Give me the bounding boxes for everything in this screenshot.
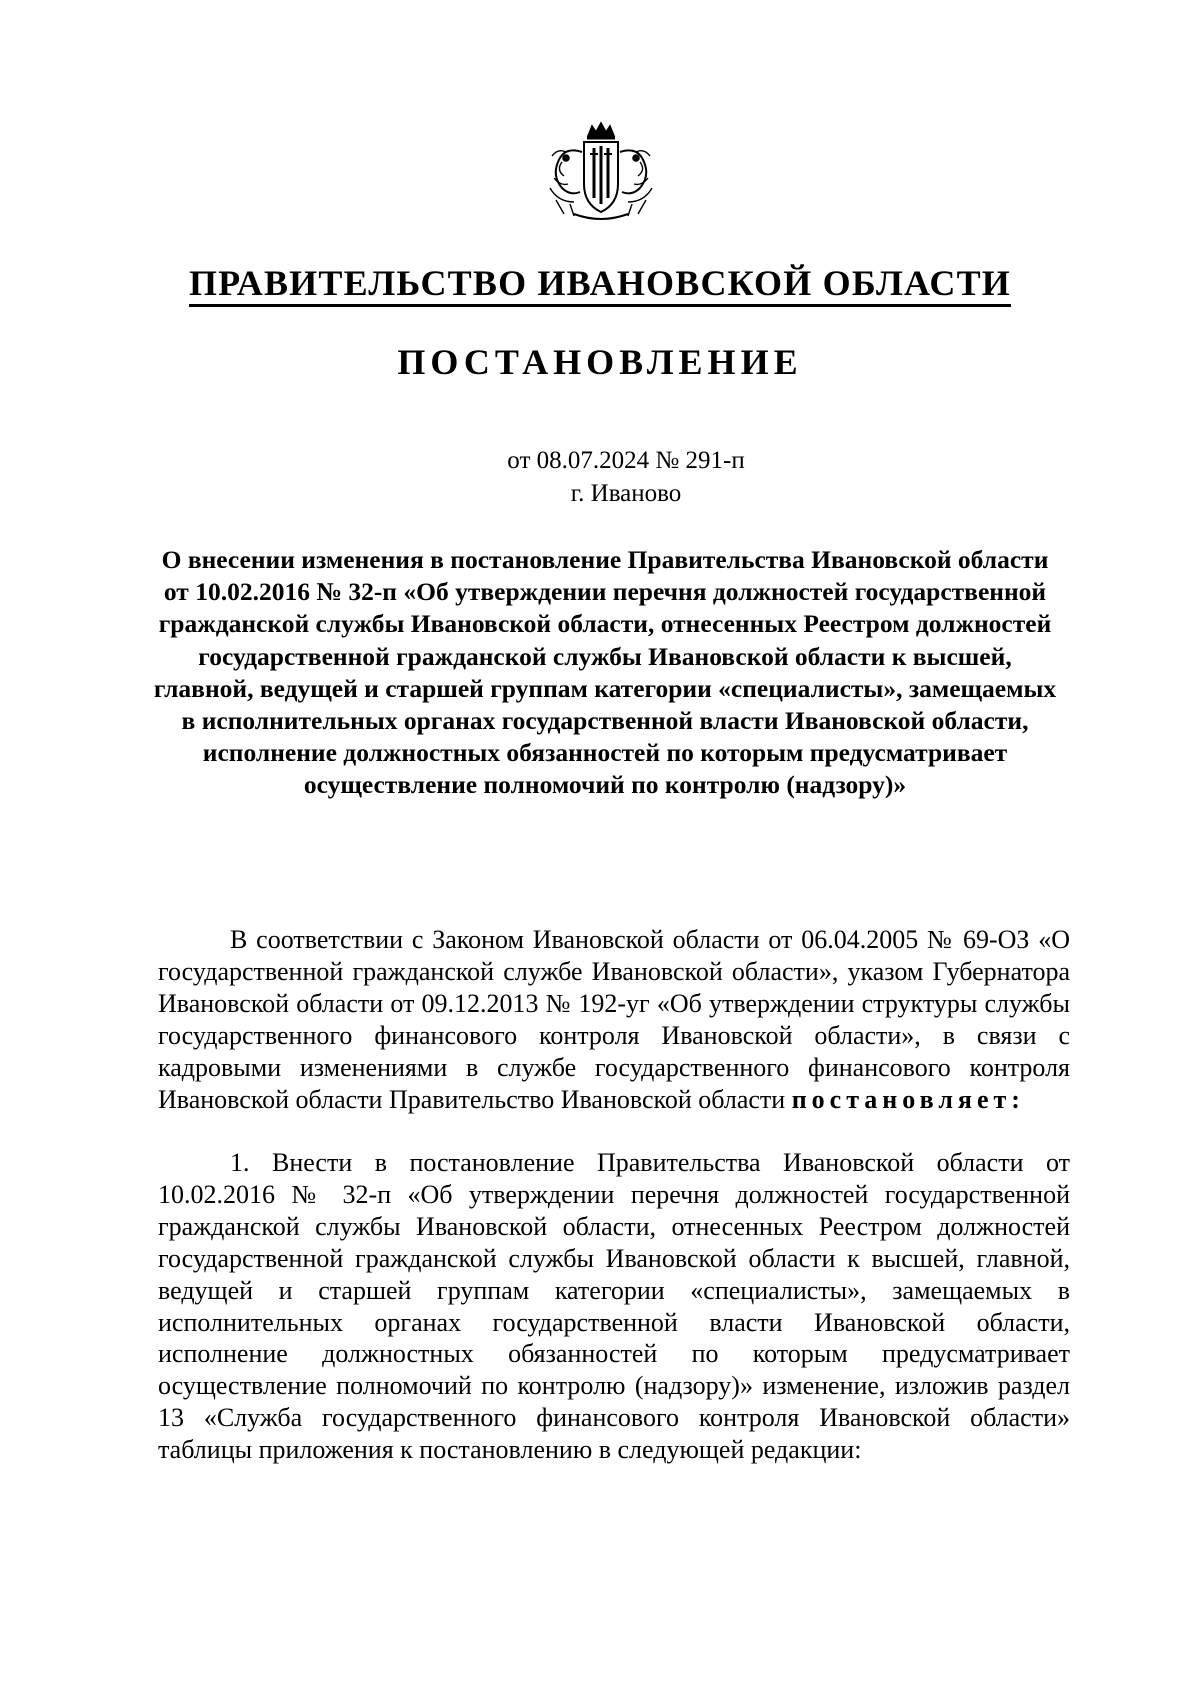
organization-title (0, 262, 1200, 304)
body-paragraph-1 (158, 924, 1070, 1115)
body-paragraph-1-text: В соответствии с Законом Ивановской области от 06.04.2005 № 69-ОЗ «О государственной гражданской службе Ивановской области», указом Губернатора Ивановской области от 09.12.2013 № 192-уг «Об утверждении структуры службы государственного финансового контроля Ивановской области», в связи с кадровыми изменениями в службе государственного финансового контроля Ивановской области Правительство Ивановской области (158, 925, 1070, 1114)
body-paragraph-2: 1. Внести в постановление Правительства Ивановской области от 10.02.2016 № 32-п «Об утверждении перечня должностей государственной гражданской службы Ивановской области, отнесенных Реестром должностей государственной гражданской службы Ивановской области к высшей, главной, ведущей и старшей группам категории «специалисты», замещаемых в исполнительных органах государственной власти Ивановской области, исполнение должностных обязанностей по которым предусматривает осуществление полномочий по контролю (надзору)» изменение, изложив раздел 13 «Служба государственного финансового контроля Ивановской области» таблицы приложения к постановлению в следующей редакции: (158, 1148, 1070, 1465)
resolution-verb: постановляет: (791, 1084, 1025, 1114)
document-city: г. Иваново (570, 480, 682, 507)
organization-title-text: ПРАВИТЕЛЬСТВО ИВАНОВСКОЙ ОБЛАСТИ (189, 263, 1011, 307)
coat-of-arms-icon (540, 118, 662, 224)
document-subject: О внесении изменения в постановление Правительства Ивановской области от 10.02.2016 № 32-п «Об утверждении перечня должностей государственной гражданской службы Ивановской области, отнесенных Реестром должностей государственной гражданской службы Ивановской области к высшей, главной, ведущей и старшей группам категории «специалисты», замещаемых в исполнительных органах государственной власти Ивановской области, исполнение должностных обязанностей по которым предусматривает осуществление полномочий по контролю (надзору)» (153, 545, 1057, 800)
document-date-number: от 08.07.2024 № 291-п (507, 447, 745, 474)
document-type-title: ПОСТАНОВЛЕНИЕ (397, 342, 803, 382)
